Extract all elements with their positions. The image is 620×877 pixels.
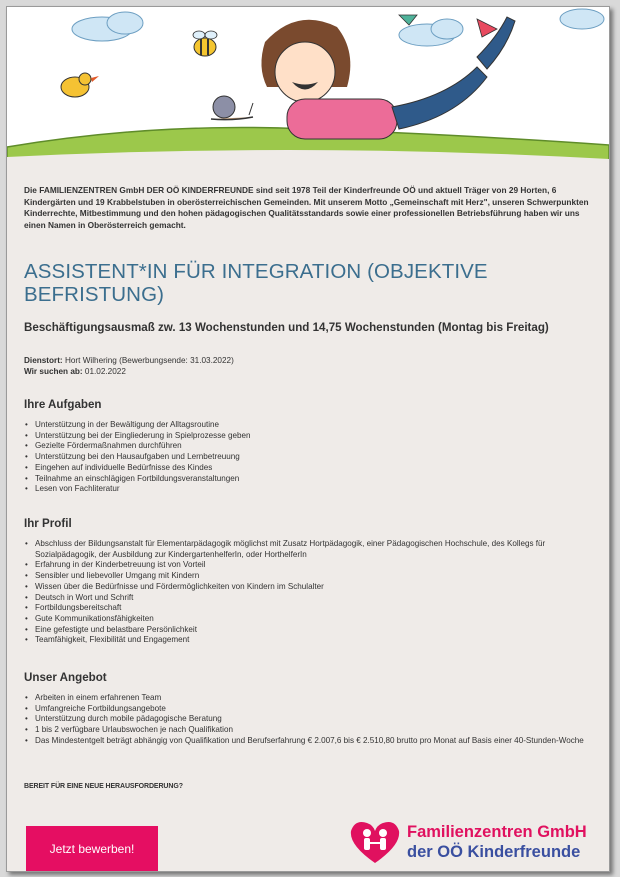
list-item: • Fortbildungsbereitschaft	[35, 603, 600, 614]
list-item: • Lesen von Fachliteratur	[35, 484, 600, 495]
bird-icon	[61, 73, 99, 97]
section-heading-tasks: Ihre Aufgaben	[24, 398, 102, 411]
list-item: • Sensibler und liebevoller Umgang mit Kindern	[35, 571, 600, 582]
call-to-action-text: BEREIT FÜR EINE NEUE HERAUSFORDERUNG?	[24, 783, 183, 790]
list-item: • Unterstützung in der Bewältigung der Alltagsroutine	[35, 420, 600, 431]
two-children-heart-icon	[347, 819, 403, 865]
list-item: • Eingehen auf individuelle Bedürfnisse des Kindes	[35, 463, 600, 474]
list-item: • Unterstützung bei der Eingliederung in Spielprozesse geben	[35, 431, 600, 442]
list-item: • Teilnahme an einschlägigen Fortbildungsveranstaltungen	[35, 474, 600, 485]
section-heading-profile: Ihr Profil	[24, 517, 72, 530]
list-item: • Arbeiten in einem erfahrenen Team	[35, 693, 600, 704]
list-item: • Abschluss der Bildungsanstalt für Elementarpädagogik möglichst mit Zusatz Hortpädagogik, einer Pädagogischen Hochschule, des Kollegs für Sozialpädagogik, der Ausbildung zur KindergartenhelferIn, oder HorthelferIn	[35, 539, 600, 560]
bee-icon	[193, 31, 217, 56]
apply-button[interactable]: Jetzt bewerben!	[26, 826, 158, 871]
butterfly-icon	[399, 15, 417, 25]
list-item: • Unterstützung durch mobile pädagogische Beratung	[35, 714, 600, 725]
list-item: • Das Mindestentgelt beträgt abhängig von Qualifikation und Berufserfahrung € 2.007,6 bis € 2.510,80 brutto pro Monat auf Basis einer 40-Stunden-Woche	[35, 736, 600, 747]
girl-character	[261, 17, 515, 139]
tasks-list	[24, 420, 600, 495]
list-item: • Deutsch in Wort und Schrift	[35, 593, 600, 604]
list-item: • Eine gefestigte und belastbare Persönlichkeit	[35, 625, 600, 636]
list-item: • Teamfähigkeit, Flexibilität und Engagement	[35, 635, 600, 646]
list-item: • 1 bis 2 verfügbare Urlaubswochen je nach Qualifikation	[35, 725, 600, 736]
company-logo	[347, 817, 597, 867]
job-title: ASSISTENT*IN FÜR INTEGRATION (OBJEKTIVE BEFRISTUNG)	[24, 260, 488, 306]
list-item: • Umfangreiche Fortbildungsangebote	[35, 704, 600, 715]
location-value: Hort Wilhering (Bewerbungsende: 31.03.2022)	[62, 356, 234, 365]
logo-line-1: Familienzentren GmbH	[407, 823, 587, 841]
butterfly-icon	[477, 19, 497, 37]
profile-list	[24, 539, 600, 646]
location-label: Dienstort:	[24, 356, 63, 365]
list-item: • Unterstützung bei den Hausaufgaben und Lernbetreuung	[35, 452, 600, 463]
snail-icon	[211, 96, 253, 120]
list-item: • Wissen über die Bedürfnisse und Fördermöglichkeiten von Kindern im Schulalter	[35, 582, 600, 593]
job-ad-page	[6, 6, 610, 872]
start-value: 01.02.2022	[82, 367, 126, 376]
list-item: • Gute Kommunikationsfähigkeiten	[35, 614, 600, 625]
start-label: Wir suchen ab:	[24, 367, 83, 376]
header-illustration	[7, 7, 609, 177]
employment-scope: Beschäftigungsausmaß zw. 13 Wochenstunden und 14,75 Wochenstunden (Montag bis Freitag)	[24, 321, 549, 334]
intro-paragraph: Die FAMILIENZENTREN GmbH DER OÖ KINDERFREUNDE sind seit 1978 Teil der Kinderfreunde OÖ und aktuell Träger von 29 Horten, 6 Kindergärten und 19 Krabbelstuben in oberösterreichischen Gemeinden. Mit unserem Motto „Gemeinschaft mit Herz", unseren Schwerpunkten Kinderrechte, Mitbestimmung und den hohen pädagogischen Qualitätsstandards sowie einer professionellen Betriebsführung haben wir uns einen Namen in Oberösterreich gemacht.	[24, 185, 589, 230]
logo-line-2: der OÖ Kinderfreunde	[407, 843, 581, 861]
section-heading-offer: Unser Angebot	[24, 671, 107, 684]
job-meta	[24, 355, 234, 377]
offer-list	[24, 693, 600, 747]
list-item: • Erfahrung in der Kinderbetreuung ist von Vorteil	[35, 560, 600, 571]
list-item: • Gezielte Fördermaßnahmen durchführen	[35, 441, 600, 452]
